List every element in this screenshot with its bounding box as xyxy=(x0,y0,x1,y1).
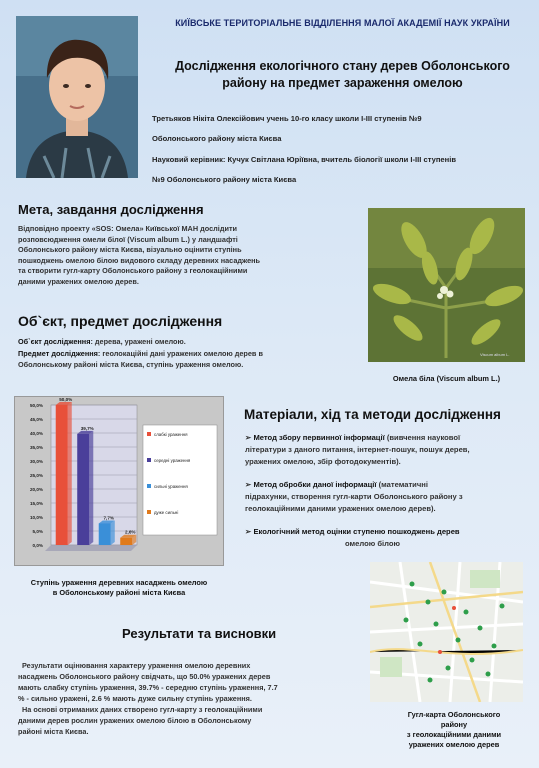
y-tick-label: 15,0% xyxy=(29,501,43,506)
method-2-line-2: підрахунки, створення гугл-карти Оболонського району з xyxy=(245,492,463,501)
map-caption xyxy=(384,710,524,750)
advisor-line-1: Науковий керівник: Кучук Світлана Юріївна, вчитель біології школи І-ІІІ ступенів xyxy=(152,155,456,164)
goal-line: Відповідно проекту «SOS: Омела» Київської МАН дослідити xyxy=(18,224,238,233)
results-line: районі міста Києва. xyxy=(18,727,89,736)
y-tick-label: 10,0% xyxy=(29,515,43,520)
y-tick-label: 25,0% xyxy=(29,473,43,478)
damage-chart-svg xyxy=(15,397,223,565)
results-line: На основі отриманих даних створено гугл-карту з геолокаційними xyxy=(22,705,263,714)
google-map xyxy=(370,562,523,702)
methods-heading: Матеріали, хід та методи дослідження xyxy=(244,407,501,422)
bar xyxy=(56,405,68,545)
legend-swatch xyxy=(147,432,151,436)
results-line: % - сильно уражені, 2.6 % мають дуже сильну ступінь ураження. xyxy=(18,694,252,703)
y-tick-label: 30,0% xyxy=(29,459,43,464)
legend-swatch xyxy=(147,510,151,514)
method-3-label: Екологічний метод оцінки ступеню пошкоджень дерев xyxy=(253,527,460,536)
chart-caption-line-2: в Оболонському районі міста Києва xyxy=(52,588,186,597)
bar xyxy=(120,538,132,545)
goal-line: даними уражених омелою дерев. xyxy=(18,276,139,286)
author-portrait xyxy=(16,16,138,178)
y-tick-label: 35,0% xyxy=(29,445,43,450)
subject-value: : геолокаційні дані уражених омелою дерев в xyxy=(97,348,263,358)
map-caption-line-2: району xyxy=(440,720,468,729)
legend-label: слабкі ураження xyxy=(154,432,188,437)
bar xyxy=(99,523,111,545)
y-tick-label: 20,0% xyxy=(29,487,43,492)
map-caption-line-4: уражених омелою дерев xyxy=(408,740,500,749)
mistletoe-photo xyxy=(368,208,525,362)
legend-label: середні ураження xyxy=(154,458,191,463)
data-label: 50,0% xyxy=(59,397,73,402)
photo-credit: Viscum album L. xyxy=(480,352,510,357)
legend-box xyxy=(143,425,217,535)
results-line: насаджень Оболонського району свідчать, що 50.0% уражених дерев xyxy=(18,672,271,681)
author-line-1: Третьяков Нікіта Олексійович учень 10-го класу школи І-ІІІ ступенів №9 xyxy=(152,114,422,123)
legend-swatch xyxy=(147,484,151,488)
title-line-2: району на предмет зараження омелою xyxy=(222,76,463,90)
author-info xyxy=(152,113,532,186)
legend-label: сильні ураження xyxy=(154,484,188,489)
arrow-icon: ➢ xyxy=(245,433,254,442)
advisor-line-2: №9 Оболонського району міста Києва xyxy=(152,175,297,184)
poster-title xyxy=(150,58,535,92)
method-3-line-2: омелою білою xyxy=(345,539,400,548)
object-text xyxy=(18,336,363,371)
title-line-1: Дослідження екологічного стану дерев Оболонського xyxy=(175,59,510,73)
chart-caption xyxy=(8,578,230,598)
object-heading: Об`єкт, предмет дослідження xyxy=(18,313,223,329)
bar xyxy=(77,434,89,545)
goal-text xyxy=(18,224,358,287)
y-tick-label: 50,0% xyxy=(29,403,43,408)
bar-side xyxy=(89,431,93,545)
method-2-text: (математичні xyxy=(376,480,428,489)
method-1-label: Метод збору первинної інформації xyxy=(253,433,385,442)
goal-line: та створити гугл-карту Оболонського району з геолокаційними xyxy=(18,266,248,275)
methods-list xyxy=(245,432,530,550)
arrow-icon: ➢ xyxy=(245,527,254,536)
y-tick-label: 40,0% xyxy=(29,431,43,436)
map-caption-line-1: Гугл-карта Оболонського xyxy=(407,710,501,719)
method-2-line-3: геолокаційними даними уражених омелою дерев). xyxy=(245,504,436,513)
object-line xyxy=(18,336,363,348)
results-line: мають слабку ступінь ураження, 39.7% - середню ступінь ураження, 7.7 xyxy=(18,683,278,692)
method-2-label: Метод обробки даної інформації xyxy=(253,480,377,489)
method-item-1 xyxy=(245,432,530,468)
object-value: : дерева, уражені омелою. xyxy=(90,337,186,346)
subject-line xyxy=(18,348,363,360)
method-1-text: (вивчення наукової xyxy=(384,433,461,442)
legend-swatch xyxy=(147,458,151,462)
y-tick-label: 0,0% xyxy=(32,543,43,548)
method-1-line-2: літератури з даного питання, інтернет-пошук, пошук дерев, xyxy=(245,445,470,454)
goal-line: розповсюдження омели білої (Viscum album L.) у ландшафті xyxy=(18,234,238,244)
goal-line: Оболонського району міста Києва, візуально оцінити ступінь xyxy=(18,245,242,254)
subject-line-2: Оболонському районі міста Києва, ступінь ураження омелою. xyxy=(18,360,244,369)
plot-floor xyxy=(45,545,137,551)
author-line-2: Оболонського району міста Києва xyxy=(152,134,282,143)
method-1-line-3: уражених омелою, збір фотодокументів). xyxy=(245,457,401,466)
bar-side xyxy=(68,402,72,545)
mistletoe-caption: Омела біла (Viscum album L.) xyxy=(392,374,501,383)
goal-line: пошкоджень омелою білою видового складу деревних насаджень xyxy=(18,255,261,265)
method-item-2 xyxy=(245,479,530,515)
goal-heading: Мета, завдання дослідження xyxy=(18,202,204,217)
results-line: Результати оцінювання характеру ураження омелою деревних xyxy=(22,661,251,670)
subject-label: Предмет дослідження xyxy=(18,348,98,358)
chart-caption-line-1: Ступінь ураження деревних насаджень омелою xyxy=(30,578,208,587)
bar-side xyxy=(111,520,115,545)
results-heading: Результати та висновки xyxy=(122,626,277,641)
object-label: Об`єкт дослідження xyxy=(18,337,91,346)
y-tick-label: 45,0% xyxy=(29,417,43,422)
organization-header: КИЇВСЬКЕ ТЕРИТОРІАЛЬНЕ ВІДДІЛЕННЯ МАЛОЇ АКАДЕМІЇ НАУК УКРАЇНИ xyxy=(175,18,510,28)
method-item-3 xyxy=(245,526,530,550)
data-label: 7,7% xyxy=(103,515,114,521)
arrow-icon: ➢ xyxy=(245,480,254,489)
data-label: 2,6% xyxy=(125,529,136,535)
map-caption-line-3: з геолокаційними даними xyxy=(406,730,502,739)
data-label: 39,7% xyxy=(80,425,94,431)
y-tick-label: 5,0% xyxy=(32,529,43,534)
results-line: даними дерев рослин уражених омелою білою в Оболонському xyxy=(18,716,252,725)
damage-chart xyxy=(14,396,224,566)
results-text xyxy=(18,660,363,737)
legend-label: дуже сильні xyxy=(154,510,179,515)
